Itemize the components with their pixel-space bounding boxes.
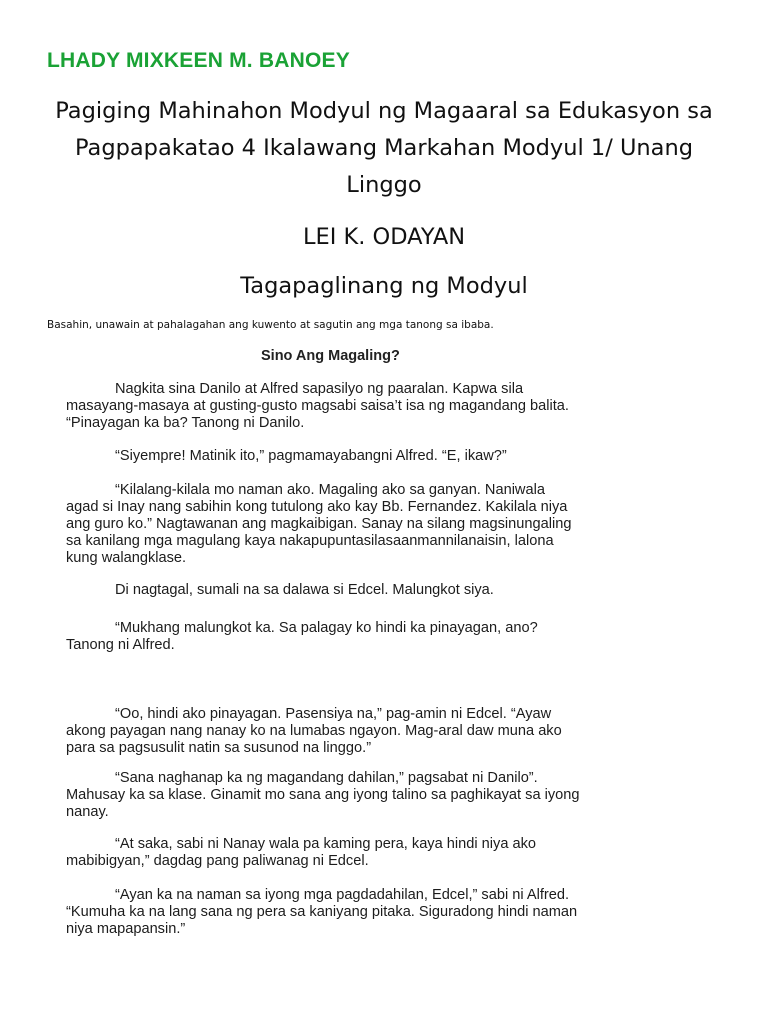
story-line: “Kumuha ka na lang sana ng pera sa kaniyang pitaka. Siguradong hindi naman — [66, 904, 578, 920]
document-title — [30, 93, 738, 204]
story-paragraph — [66, 620, 606, 654]
story-paragraph — [66, 448, 606, 465]
title-line: Pagiging Mahinahon Modyul ng Magaaral sa Edukasyon sa — [55, 98, 713, 124]
story-line: ang guro ko.” Nagtawanan ang magkaibigan. Sanay na silang magsinungaling — [66, 516, 572, 532]
story-paragraph — [66, 887, 606, 938]
instruction-text: Basahin, unawain at pahalagahan ang kuwento at sagutin ang mga tanong sa ibaba. — [47, 319, 494, 331]
story-title: Sino Ang Magaling? — [261, 348, 400, 364]
editor-name: LEI K. ODAYAN — [302, 224, 466, 250]
story-line: “Kilalang-kilala mo naman ako. Magaling ako sa ganyan. Naniwala — [115, 482, 545, 498]
story-line: agad si Inay nang sabihin kong tutulong ako kay Bb. Fernandez. Kakilala niya — [66, 499, 568, 515]
editor-role: Tagapaglinang ng Modyul — [240, 273, 528, 299]
story-line: “Mukhang malungkot ka. Sa palagay ko hindi ka pinayagan, ano? — [115, 620, 538, 636]
story-line: Mahusay ka sa klase. Ginamit mo sana ang iyong talino sa paghikayat sa iyong — [66, 787, 580, 803]
story-line: “Ayan ka na naman sa iyong mga pagdadahilan, Edcel,” sabi ni Alfred. — [115, 887, 570, 903]
story-paragraph — [66, 381, 606, 432]
story-line: Di nagtagal, sumali na sa dalawa si Edcel. Malungkot siya. — [115, 582, 494, 598]
story-line: mabibigyan,” dagdag pang paliwanag ni Edcel. — [66, 853, 369, 869]
story-line: Tanong ni Alfred. — [66, 637, 175, 653]
story-paragraph — [66, 770, 606, 821]
story-paragraph — [66, 582, 606, 599]
story-line: masayang-masaya at gusting-gusto magsabi saisa’t isa ng magandang balita. — [66, 398, 569, 414]
story-line: “Sana naghanap ka ng magandang dahilan,” pagsabat ni Danilo”. — [115, 770, 538, 786]
story-line: nanay. — [66, 804, 109, 820]
story-line: “Pinayagan ka ba? Tanong ni Danilo. — [66, 415, 305, 431]
story-line: “Siyempre! Matinik ito,” pagmamayabangni Alfred. “E, ikaw?” — [115, 448, 507, 464]
story-line: “At saka, sabi ni Nanay wala pa kaming pera, kaya hindi niya ako — [115, 836, 537, 852]
story-line: niya mapapansin.” — [66, 921, 186, 937]
story-paragraph — [66, 706, 606, 757]
story-line: sa kanilang mga magulang kaya nakapupuntasilasaanmannilanaisin, lalona — [66, 533, 554, 549]
story-line: kung walangklase. — [66, 550, 187, 566]
title-line: Linggo — [346, 172, 422, 198]
story-line: akong payagan nang nanay ko na lumabas ngayon. Mag-aral daw muna ako — [66, 723, 562, 739]
title-line: Pagpapakatao 4 Ikalawang Markahan Modyul 1/ Unang — [74, 135, 694, 161]
story-line: “Oo, hindi ako pinayagan. Pasensiya na,” pag-amin ni Edcel. “Ayaw — [115, 706, 552, 722]
story-paragraph — [66, 836, 606, 870]
story-paragraph — [66, 482, 606, 567]
story-line: para sa pagsusulit natin sa susunod na linggo.” — [66, 740, 372, 756]
story-line: Nagkita sina Danilo at Alfred sapasilyo ng paaralan. Kapwa sila — [115, 381, 524, 397]
author-name: LHADY MIXKEEN M. BANOEY — [47, 49, 350, 72]
